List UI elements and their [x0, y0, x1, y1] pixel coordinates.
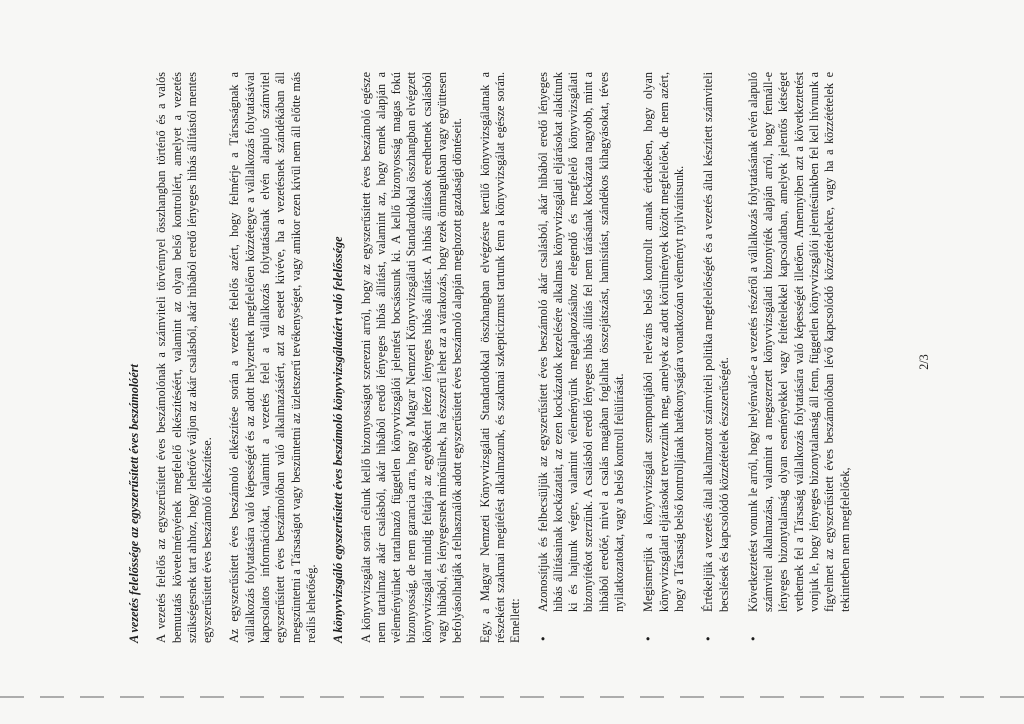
bullet-item [701, 72, 732, 642]
page-edge-dashed-line [0, 696, 1024, 698]
bullet-icon: • [642, 635, 656, 642]
bullet-item [745, 72, 853, 642]
bullet-item [535, 72, 628, 642]
bullet-icon: • [702, 635, 716, 642]
section-heading-management-responsibility: A vezetés felelőssége az egyszerűsített éves beszámolóért [127, 364, 141, 643]
bullet-text: Azonosítjuk és felbecsüljük az egyszerűsített éves beszámoló akár csalásból, akár hibából eredő lényeges hibás állításainak kockázatait, az ezen kockázatok kezelésére alkalmas könyvvizsgálati eljárásokat alakítunk ki és hajtunk végre, valamint véleményünk megalapozásához elegendő és megfelelő könyvvizsgálati bizonyítékot szerzünk. A csalásból eredő lényeges hibás állítás fel nem tárásának kockázata nagyobb, mint a hibából eredőé, mivel a csalás magában foglalhat összejátszást, hamisítást, szándékos kihagyásokat, téves nyilatkozatokat, vagy a belső kontroll felülírását. [535, 72, 627, 612]
bullet-text: Következtetést vonunk le arról, hogy helyénvaló-e a vezetés részéről a vállalkozás folytatásának elvén alapuló számvitel alkalmazása, valamint a megszerzett könyvvizsgálati bizonyíték alapján arról, hogy fennáll-e lényeges bizonytalanság olyan eseményekkel vagy feltételekkel kapcsolatban, amelyek jelentős kétséget vethetnek fel a Társaság vállalkozás folytatására való képességét illetően. Amennyiben azt a következtetést vonjuk le, hogy lényeges bizonytalanság áll fenn, független könyvvizsgálói jelentésünkben fel kell hívnunk a figyelmet az egyszerűsített éves beszámolóban lévő kapcsolódó közzétételekre, vagy ha a közzétételek e tekintetben nem megfelelőek, [745, 72, 852, 612]
bullet-text: Megismerjük a könyvvizsgálat szempontjából releváns belső kontrollt annak érdekében, hogy olyan könyvvizsgálati eljárásokat tervezzünk meg, amelyek az adott körülmények között megfelelőek, de nem azért, hogy a Társaság belső kontrolljának hatékonyságára vonatkozóan véleményt nyilvánítsunk. [641, 72, 686, 612]
body-paragraph: A könyvvizsgálat során célunk kellő bizonyosságot szerezni arról, hogy az egyszerűsített éves beszámoló egésze nem tartalmaz akár csalásból, akár hibából eredő lényeges hibás állítást, valamint az, hogy ennek alapján a véleményünket tartalmazó független könyvvizsgálói jelentést bocsássunk ki. A kellő bizonyosság magas fokú bizonyosság, de nem garancia arra, hogy a Magyar Nemzeti Könyvvizsgálati Standardokkal összhangban elvégzett könyvvizsgálat mindig feltárja az egyébként létező lényeges hibás állítást. A hibás állítások eredhetnek csalásból vagy hibából, és lényegesnek minősülnek, ha észszerű lehet az a várakozás, hogy ezek önmagukban vagy együttesen befolyásolhatják a felhasználók adott egyszerűsített éves beszámoló alapján meghozott gazdasági döntéseit. [358, 72, 465, 643]
bullet-icon: • [746, 635, 760, 642]
body-paragraph: Egy, a Magyar Nemzeti Könyvvizsgálati Standardokkal összhangban elvégzésre kerülő könyvvizsgálatnak a részeként szakmai megítélést alkalmazunk, és szakmai szkepticizmust tartunk fenn a könyvvizsgálat egésze során. Emellett: [477, 72, 523, 643]
bullet-icon: • [536, 635, 550, 642]
body-paragraph: A vezetés felelős az egyszerűsített éves beszámolónak a számviteli törvénnyel összhangban történő és a valós bemutatás követelményének megfelelő elkészítéséért, valamint az olyan belső kontrollért, amelyet a vezetés szükségesnek tart ahhoz, hogy lehetővé váljon az akár csalásból, akár hibából eredő lényeges hibás állítástól mentes egyszerűsített éves beszámoló elkészítése. [154, 72, 215, 643]
body-paragraph: Az egyszerűsített éves beszámoló elkészítése során a vezetés felelős azért, hogy felmérje a Társaságnak a vállalkozás folytatására való képességét és az adott helyzetnek megfelelően közzétegye a vállalkozás folytatásával kapcsolatos információkat, valamint a vezetés felel a vállalkozás folytatásának elvén alapuló számvitel egyszerűsített éves beszámolóban való alkalmazásáért, azt az esetet kivéve, ha a vezetésnek szándékában áll megszüntetni a Társaságot vagy beszüntetni az üzletszerű tevékenységet, vagy amikor ezen kívül nem áll előtte más reális lehetőség. [227, 72, 318, 643]
page-content [127, 72, 867, 643]
bullet-item [641, 72, 687, 642]
page-number: 2/3 [917, 354, 931, 370]
section-heading-auditor-responsibility: A könyvvizsgáló egyszerűsített éves beszámoló könyvvizsgálatáért való felelőssége [331, 236, 346, 643]
bullet-text: Értékeljük a vezetés által alkalmazott számviteli politika megfelelőségét és a vezetés által készített számviteli becslések és kapcsolódó közzétételek észszerűségét. [701, 72, 731, 612]
bullet-list [536, 72, 853, 643]
